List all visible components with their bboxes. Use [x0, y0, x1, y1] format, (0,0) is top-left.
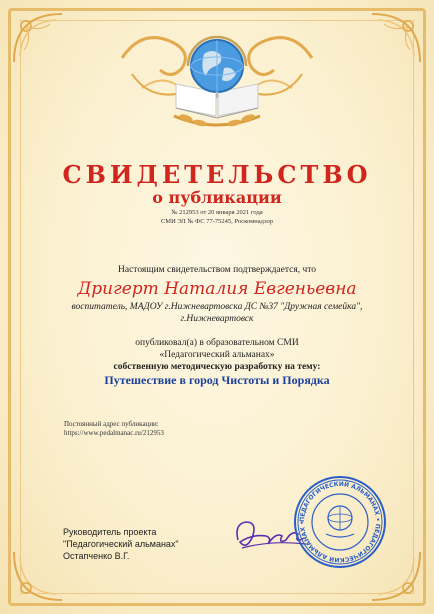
- publication-line-2: «Педагогический альманах»: [159, 350, 275, 360]
- signatory-role: Руководитель проекта: [63, 527, 157, 537]
- registration-number: № 212953 от 20 января 2021 года: [171, 209, 263, 216]
- corner-ornament-icon: [368, 10, 424, 66]
- media-license: СМИ ЭЛ № ФС 77-75245, Роскомнадзор: [160, 218, 274, 225]
- recipient-position: воспитатель, МАДОУ г.Нижневартовска ДС №37 "Дружная семейка", г.Нижневартовск: [71, 302, 363, 324]
- signatory-name: Остапченко В.Г.: [63, 551, 130, 561]
- stamp-seal-icon: [292, 474, 388, 570]
- signatory-project: "Педагогический альманах": [63, 539, 179, 549]
- corner-ornament-icon: [10, 10, 66, 66]
- certificate-title: СВИДЕТЕЛЬСТВО: [62, 160, 372, 189]
- address-label: Постоянный адрес публикации:: [64, 420, 159, 428]
- confirm-text: Настоящим свидетельством подтверждается, что: [118, 265, 316, 275]
- recipient-name: Дригерт Наталия Евгеньевна: [77, 279, 357, 299]
- certificate-subtitle: о публикации: [152, 188, 282, 207]
- publication-line-3: собственную методическую разработку на тему:: [113, 362, 321, 372]
- globe-book-emblem-icon: [112, 18, 322, 134]
- svg-text:ПЕДАГОГИЧЕСКИЙ АЛЬМАНАХ • ПЕДА: ПЕДАГОГИЧЕСКИЙ АЛЬМАНАХ • ПЕДАГОГИЧЕСКИЙ АЛЬМАНАХ •: [298, 480, 382, 564]
- publication-line-1: опубликовал(а) в образовательном СМИ: [135, 338, 299, 348]
- corner-ornament-icon: [10, 548, 66, 604]
- publication-topic: Путешествие в город Чистоты и Порядка: [104, 373, 330, 387]
- address-url[interactable]: https://www.pedalmanac.ru/212953: [64, 429, 164, 437]
